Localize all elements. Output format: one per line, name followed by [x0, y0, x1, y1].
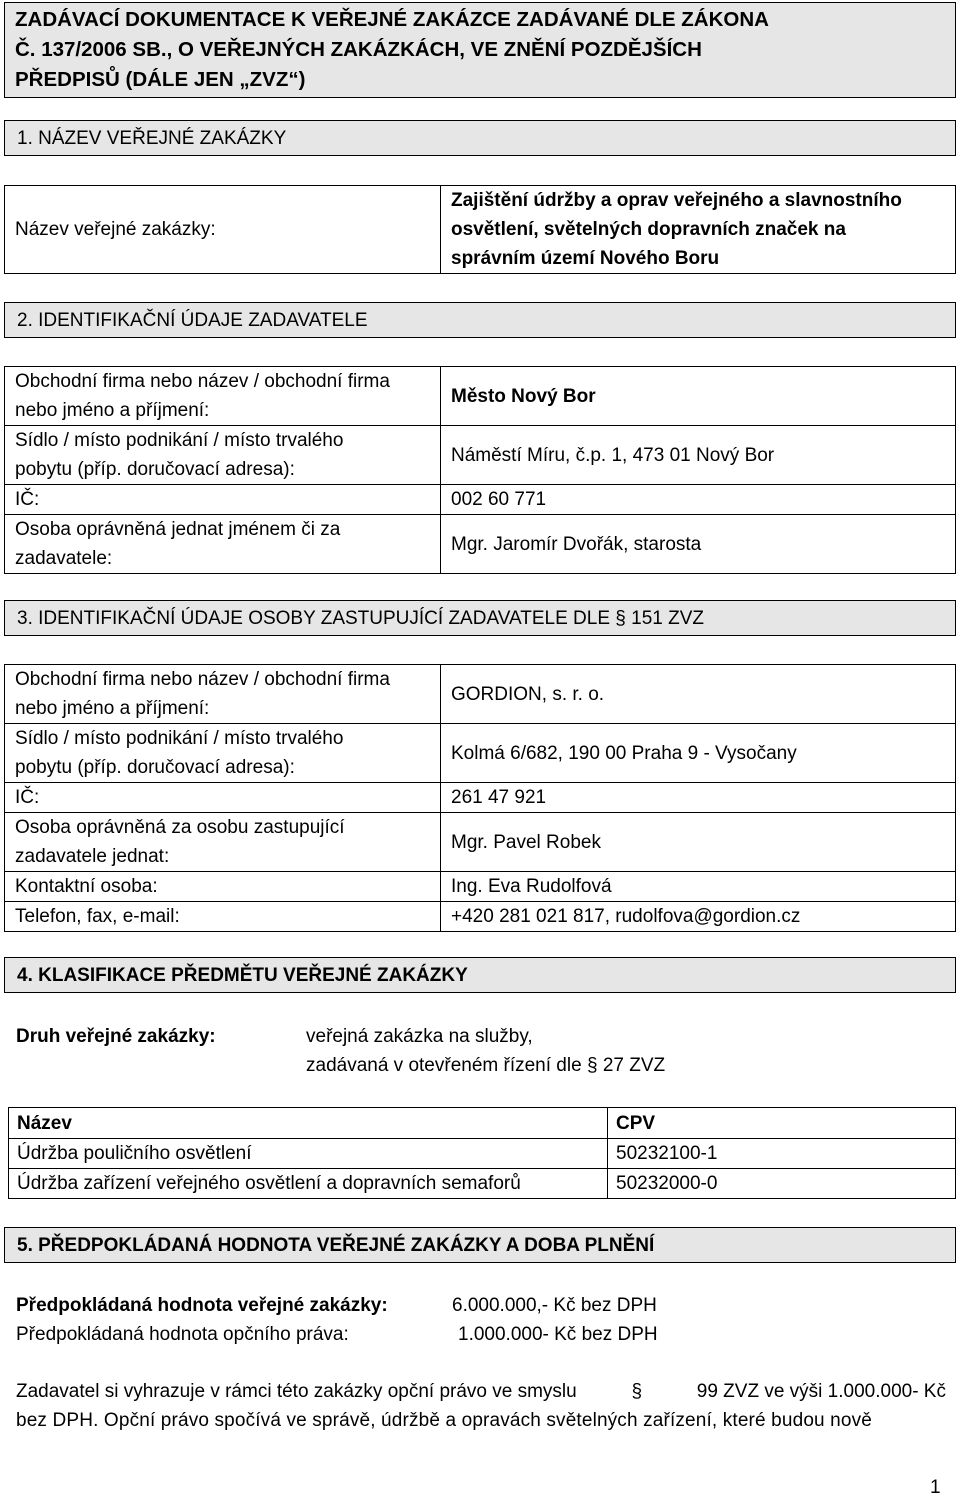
cpv-row-name: Údržba pouličního osvětlení — [9, 1139, 608, 1169]
cpv-header-name: Název — [9, 1108, 608, 1139]
option-value-label: Předpokládaná hodnota opčního práva: — [16, 1324, 349, 1345]
option-paragraph-line-1 — [16, 1377, 946, 1406]
s3-phone-value: +420 281 021 817, rudolfova@gordion.cz — [441, 902, 956, 932]
s2-company-label-line-1: Obchodní firma nebo název / obchodní firma — [15, 371, 390, 392]
s3-ic-value: 261 47 921 — [441, 783, 956, 813]
s3-company-value: GORDION, s. r. o. — [441, 665, 956, 724]
s3-company-label-line-2: nebo jméno a příjmení: — [15, 698, 210, 719]
option-paragraph-text-b: 99 ZVZ ve výši 1.000.000- Kč — [696, 1381, 946, 1402]
document-header — [4, 2, 956, 98]
s2-ic-label: IČ: — [5, 485, 441, 515]
paragraph-symbol-icon: § — [586, 1055, 598, 1076]
s2-company-label — [5, 367, 441, 426]
paragraph-symbol-icon: § — [615, 608, 626, 629]
section-3-title-para: 151 ZVZ — [631, 608, 705, 629]
s2-company-value: Město Nový Bor — [441, 367, 956, 426]
contract-type-label: Druh veřejné zakázky: — [16, 1026, 216, 1047]
s3-address-label — [5, 724, 441, 783]
contract-type-line-1: veřejná zakázka na služby, — [306, 1026, 533, 1047]
option-paragraph-text-a: Zadavatel si vyhrazuje v rámci této zakázky opční právo ve smyslu — [16, 1381, 577, 1402]
s3-authorized-value: Mgr. Pavel Robek — [441, 813, 956, 872]
section-3-table — [4, 664, 956, 932]
s3-address-label-line-1: Sídlo / místo podnikání / místo trvalého — [15, 728, 344, 749]
section-4-heading — [4, 957, 956, 993]
option-value: 1.000.000- Kč bez DPH — [458, 1324, 658, 1345]
section-2-table — [4, 366, 956, 574]
section-3-heading — [4, 600, 956, 636]
contract-name-line-3: správním území Nového Boru — [451, 248, 720, 269]
s2-address-label — [5, 426, 441, 485]
header-line-3: PŘEDPISŮ (DÁLE JEN „ZVZ“) — [15, 68, 306, 91]
s3-authorized-label-line-2: zadavatele jednat: — [15, 846, 170, 867]
cpv-row-code: 50232100-1 — [608, 1139, 956, 1169]
contract-name-line-2: osvětlení, světelných dopravních značek na — [451, 219, 846, 240]
section-1-heading — [4, 120, 956, 156]
section-2-title: 2. IDENTIFIKAČNÍ ÚDAJE ZADAVATELE — [17, 310, 368, 331]
s2-company-label-line-2: nebo jméno a příjmení: — [15, 400, 210, 421]
s3-authorized-label-line-1: Osoba oprávněná za osobu zastupující — [15, 817, 345, 838]
section-1-title: 1. NÁZEV VEŘEJNÉ ZAKÁZKY — [17, 128, 287, 149]
s2-address-value: Náměstí Míru, č.p. 1, 473 01 Nový Bor — [441, 426, 956, 485]
s2-authorized-label-line-2: zadavatele: — [15, 548, 113, 569]
s3-contact-value: Ing. Eva Rudolfová — [441, 872, 956, 902]
s3-phone-label: Telefon, fax, e-mail: — [5, 902, 441, 932]
s3-contact-label: Kontaktní osoba: — [5, 872, 441, 902]
s2-authorized-label-line-1: Osoba oprávněná jednat jménem či za — [15, 519, 341, 540]
cpv-row-name: Údržba zařízení veřejného osvětlení a dopravních semaforů — [9, 1169, 608, 1199]
s2-address-label-line-2: pobytu (příp. doručovací adresa): — [15, 459, 295, 480]
s2-authorized-value: Mgr. Jaromír Dvořák, starosta — [441, 515, 956, 574]
contract-type-procedure: zadávaná v otevřeném řízení dle — [306, 1055, 582, 1076]
section-1-table — [4, 185, 956, 274]
section-5-title: 5. PŘEDPOKLÁDANÁ HODNOTA VEŘEJNÉ ZAKÁZKY A DOBA PLNĚNÍ — [17, 1235, 655, 1256]
contract-name-line-1: Zajištění údržby a oprav veřejného a slavnostního — [451, 190, 902, 211]
section-2-heading — [4, 302, 956, 338]
s2-address-label-line-1: Sídlo / místo podnikání / místo trvalého — [15, 430, 344, 451]
cpv-table — [8, 1107, 956, 1199]
s3-ic-label: IČ: — [5, 783, 441, 813]
contract-name-label: Název veřejné zakázky: — [5, 186, 441, 274]
s3-authorized-label — [5, 813, 441, 872]
option-paragraph-line-2: bez DPH. Opční právo spočívá ve správě, údržbě a opravách světelných zařízení, které budou nově — [16, 1410, 872, 1431]
contract-type-line-2 — [306, 1051, 665, 1080]
contract-name-value — [441, 186, 956, 274]
s3-address-label-line-2: pobytu (příp. doručovací adresa): — [15, 757, 295, 778]
header-line-1: ZADÁVACÍ DOKUMENTACE K VEŘEJNÉ ZAKÁZCE ZADÁVANÉ DLE ZÁKONA — [15, 8, 769, 31]
s2-ic-value: 002 60 771 — [441, 485, 956, 515]
s2-authorized-label — [5, 515, 441, 574]
page-number: 1 — [930, 1477, 941, 1498]
s3-address-value: Kolmá 6/682, 190 00 Praha 9 - Vysočany — [441, 724, 956, 783]
s3-company-label-line-1: Obchodní firma nebo název / obchodní firma — [15, 669, 390, 690]
cpv-header-code: CPV — [608, 1108, 956, 1139]
section-3-title-text: 3. IDENTIFIKAČNÍ ÚDAJE OSOBY ZASTUPUJÍCÍ ZADAVATELE DLE — [17, 608, 610, 629]
estimated-value: 6.000.000,- Kč bez DPH — [452, 1295, 657, 1316]
section-5-heading — [4, 1227, 956, 1263]
section-4-title: 4. KLASIFIKACE PŘEDMĚTU VEŘEJNÉ ZAKÁZKY — [17, 965, 468, 986]
section-3-title — [17, 604, 704, 633]
contract-type-para: 27 ZVZ — [602, 1055, 666, 1076]
cpv-row-code: 50232000-0 — [608, 1169, 956, 1199]
s3-company-label — [5, 665, 441, 724]
estimated-value-label: Předpokládaná hodnota veřejné zakázky: — [16, 1295, 388, 1316]
paragraph-symbol-icon: § — [631, 1381, 643, 1402]
header-line-2: Č. 137/2006 SB., O VEŘEJNÝCH ZAKÁZKÁCH, VE ZNĚNÍ POZDĚJŠÍCH — [15, 38, 702, 61]
